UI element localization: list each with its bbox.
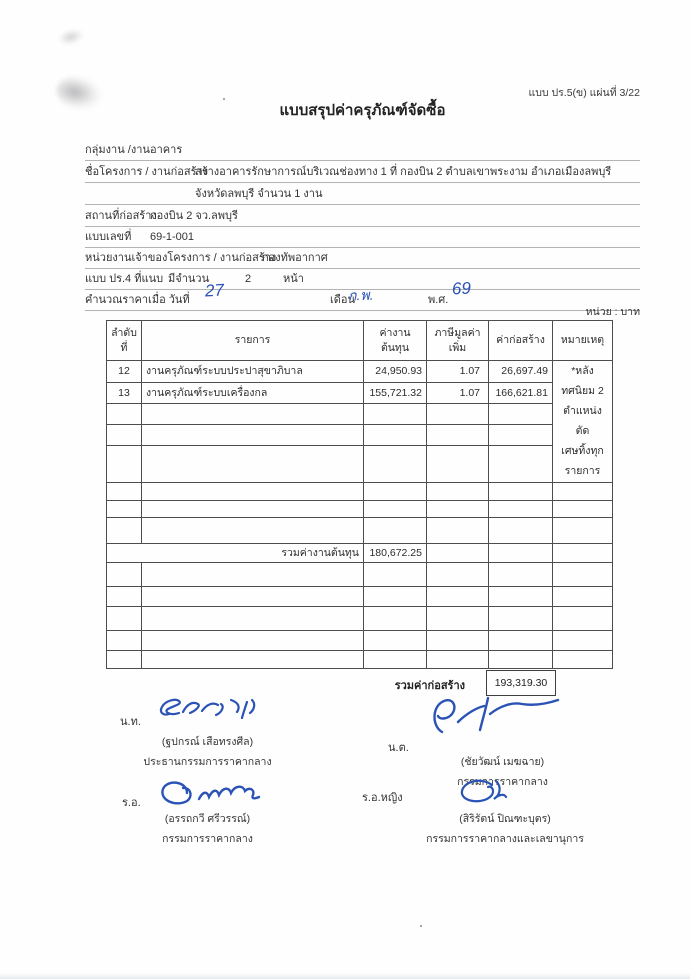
table-header-row [107, 321, 613, 361]
table-empty-row [107, 518, 613, 544]
signature4-role: กรรมการราคากลางและเลขานุการ [426, 833, 584, 845]
field-underline [85, 204, 640, 205]
field-value-attached-qty: 2 [245, 273, 252, 285]
field-value-owner-agency: กองทัพอากาศ [262, 252, 328, 264]
cell-index: 13 [107, 383, 142, 404]
signature2-name: (ชัยวัฒน์ เมฆฉาย) [460, 756, 545, 768]
field-underline [85, 160, 640, 161]
scan-edge-shadow [0, 973, 690, 979]
subtotal-value: 180,672.25 [364, 544, 427, 563]
scan-speck [420, 925, 422, 927]
col-header-index: ลำดับที่ [107, 321, 142, 361]
table-empty-row [107, 651, 613, 669]
field-label-attached-unit: หน้า [283, 273, 304, 285]
cell-construction-cost: 166,621.81 [489, 383, 553, 404]
cost-summary-table [106, 320, 613, 669]
field-value-project-name: สร้างอาคารรักษาการณ์บริเวณช่องทาง 1 ที่ กองบิน 2 ตำบลเขาพระงาม อำเภอเมืองลพบุรี [195, 166, 612, 178]
table-row [107, 383, 613, 404]
table-subtotal-row [107, 544, 613, 563]
cell-item: งานครุภัณฑ์ระบบประปาสุขาภิบาล [142, 361, 364, 383]
handwritten-month: ก.พ. [347, 286, 374, 304]
field-underline [85, 247, 640, 248]
signature4-ink [452, 775, 512, 807]
field-label-project-name: ชื่อโครงการ / งานก่อสร้าง [85, 166, 209, 178]
field-label-owner-agency: หน่วยงานเจ้าของโครงการ / งานก่อสร้าง [85, 252, 277, 264]
signature4-name: (สิริรัตน์ ปิณฑะบุตร) [459, 813, 551, 825]
field-value-drawing-number: 69-1-001 [150, 231, 195, 243]
field-label-month: เดือน [330, 294, 356, 306]
field-label-attached-qty: มีจำนวน [168, 273, 210, 285]
cell-base-cost: 155,721.32 [364, 383, 427, 404]
remark-line: ตำแหน่ง ตัด [563, 405, 602, 437]
signature2-ink [424, 692, 564, 740]
table-empty-row [107, 607, 613, 631]
remark-line: *หลังทศนิยม 2 [561, 365, 604, 397]
col-header-item: รายการ [142, 321, 364, 361]
cell-remark [553, 361, 613, 483]
field-label-work-group: กลุ่มงาน /งาน [85, 144, 150, 156]
signature3-name: (อรรถกวี ศรีวรรณ์) [164, 813, 251, 825]
cell-vat: 1.07 [427, 361, 489, 383]
paper-crease-artifact [57, 27, 86, 47]
table-empty-row [107, 425, 613, 446]
cell-item: งานครุภัณฑ์ระบบเครื่องกล [142, 383, 364, 404]
signature1-name: (ฐปกรณ์ เสือทรงศีล) [161, 736, 254, 748]
signature1-role: ประธานกรรมการราคากลาง [143, 756, 272, 768]
table-empty-row [107, 483, 613, 501]
page-title: แบบสรุปค่าครุภัณฑ์จัดซื้อ [279, 102, 446, 119]
signature3-rank: ร.อ. [122, 797, 141, 809]
signature2-rank: น.ต. [388, 742, 409, 754]
col-header-base-cost: ค่างานต้นทุน [364, 321, 427, 361]
field-label-construction-site: สถานที่ก่อสร้าง [85, 210, 157, 222]
signature2-role: กรรมการราคากลาง [457, 776, 548, 788]
signature3-ink [155, 775, 270, 813]
table-empty-row [107, 501, 613, 518]
signature1-rank: น.ท. [120, 716, 141, 728]
field-value-construction-site: กองบิน 2 จว.ลพบุรี [150, 210, 238, 222]
table-empty-row [107, 587, 613, 607]
unit-label: หน่วย : บาท [585, 306, 640, 318]
field-label-calc-date: คำนวณราคาเมื่อ วันที่ [85, 294, 190, 306]
field-label-drawing-number: แบบเลขที่ [85, 231, 132, 243]
col-header-construction-cost: ค่าก่อสร้าง [489, 321, 553, 361]
grand-total-value: 193,319.30 [486, 670, 556, 696]
cell-construction-cost: 26,697.49 [489, 361, 553, 383]
table-empty-row [107, 404, 613, 425]
handwritten-day: 27 [204, 280, 225, 301]
field-underline [85, 226, 640, 227]
grand-total-label: รวมค่าก่อสร้าง [394, 680, 465, 692]
signature1-ink [155, 692, 275, 728]
remark-line: รายการ [564, 465, 601, 477]
field-value-project-name-line2: จังหวัดลพบุรี จำนวน 1 งาน [195, 188, 323, 200]
field-underline [85, 268, 640, 269]
signature3-role: กรรมการราคากลาง [162, 833, 253, 845]
subtotal-label: รวมค่างานต้นทุน [107, 544, 364, 563]
cell-vat: 1.07 [427, 383, 489, 404]
field-underline [85, 182, 640, 183]
field-value-work-group: อาคาร [150, 144, 183, 156]
cell-index: 12 [107, 361, 142, 383]
field-label-attached-form: แบบ ปร.4 ที่แนบ [85, 273, 164, 285]
signature4-rank: ร.อ.หญิง [362, 792, 403, 804]
col-header-vat: ภาษีมูลค่าเพิ่ม [427, 321, 489, 361]
table-row [107, 361, 613, 383]
handwritten-year: 69 [451, 278, 472, 299]
remark-line: เศษทิ้งทุก [561, 445, 604, 457]
table-empty-row [107, 446, 613, 483]
field-label-year: พ.ศ. [428, 294, 449, 306]
form-code: แบบ ปร.5(ข) แผ่นที่ 3/22 [528, 87, 640, 99]
cell-base-cost: 24,950.93 [364, 361, 427, 383]
col-header-remark: หมายเหตุ [553, 321, 613, 361]
table-empty-row [107, 563, 613, 587]
table-empty-row [107, 631, 613, 651]
